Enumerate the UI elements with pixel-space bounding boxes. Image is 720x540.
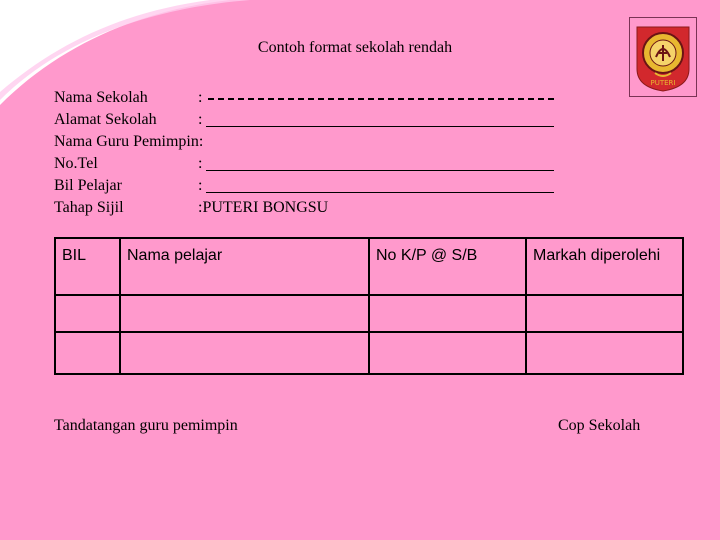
table-cell <box>526 295 683 332</box>
header-bil: BIL <box>62 247 87 264</box>
page-title: Contoh format sekolah rendah <box>257 39 453 56</box>
field-value: : <box>198 175 202 197</box>
table-cell <box>120 332 369 374</box>
field-value: : <box>198 153 202 175</box>
table-cell <box>369 332 526 374</box>
school-stamp-label: Cop Sekolah <box>558 417 641 434</box>
table-row <box>55 332 683 374</box>
table-header-cell <box>526 238 683 295</box>
svg-text:PUTERI: PUTERI <box>650 79 676 87</box>
table-cell <box>55 332 120 374</box>
field-value: : <box>198 109 202 131</box>
table-header-row <box>55 238 683 295</box>
table-header-cell <box>55 238 120 295</box>
puteri-islam-logo <box>629 17 697 97</box>
field-value: :PUTERI BONGSU <box>198 199 329 216</box>
field-label: Nama Guru Pemimpin: <box>54 133 204 150</box>
table-cell <box>369 295 526 332</box>
table-cell <box>526 332 683 374</box>
table-row <box>55 295 683 332</box>
field-label: No.Tel <box>54 155 98 172</box>
header-nama-pelajar: Nama pelajar <box>127 247 223 264</box>
table-cell <box>55 295 120 332</box>
field-value: : <box>198 87 202 109</box>
signature-label: Tandatangan guru pemimpin <box>54 417 238 434</box>
table-header-cell <box>120 238 369 295</box>
header-markah: Markah diperolehi <box>533 247 661 264</box>
field-label: Tahap Sijil <box>54 199 124 216</box>
table-header-cell <box>369 238 526 295</box>
field-label: Alamat Sekolah <box>54 111 157 128</box>
table-cell <box>120 295 369 332</box>
field-label: Bil Pelajar <box>54 177 122 194</box>
student-table <box>54 237 684 375</box>
field-label: Nama Sekolah <box>54 89 148 106</box>
header-no-kp: No K/P @ S/B <box>376 247 478 264</box>
